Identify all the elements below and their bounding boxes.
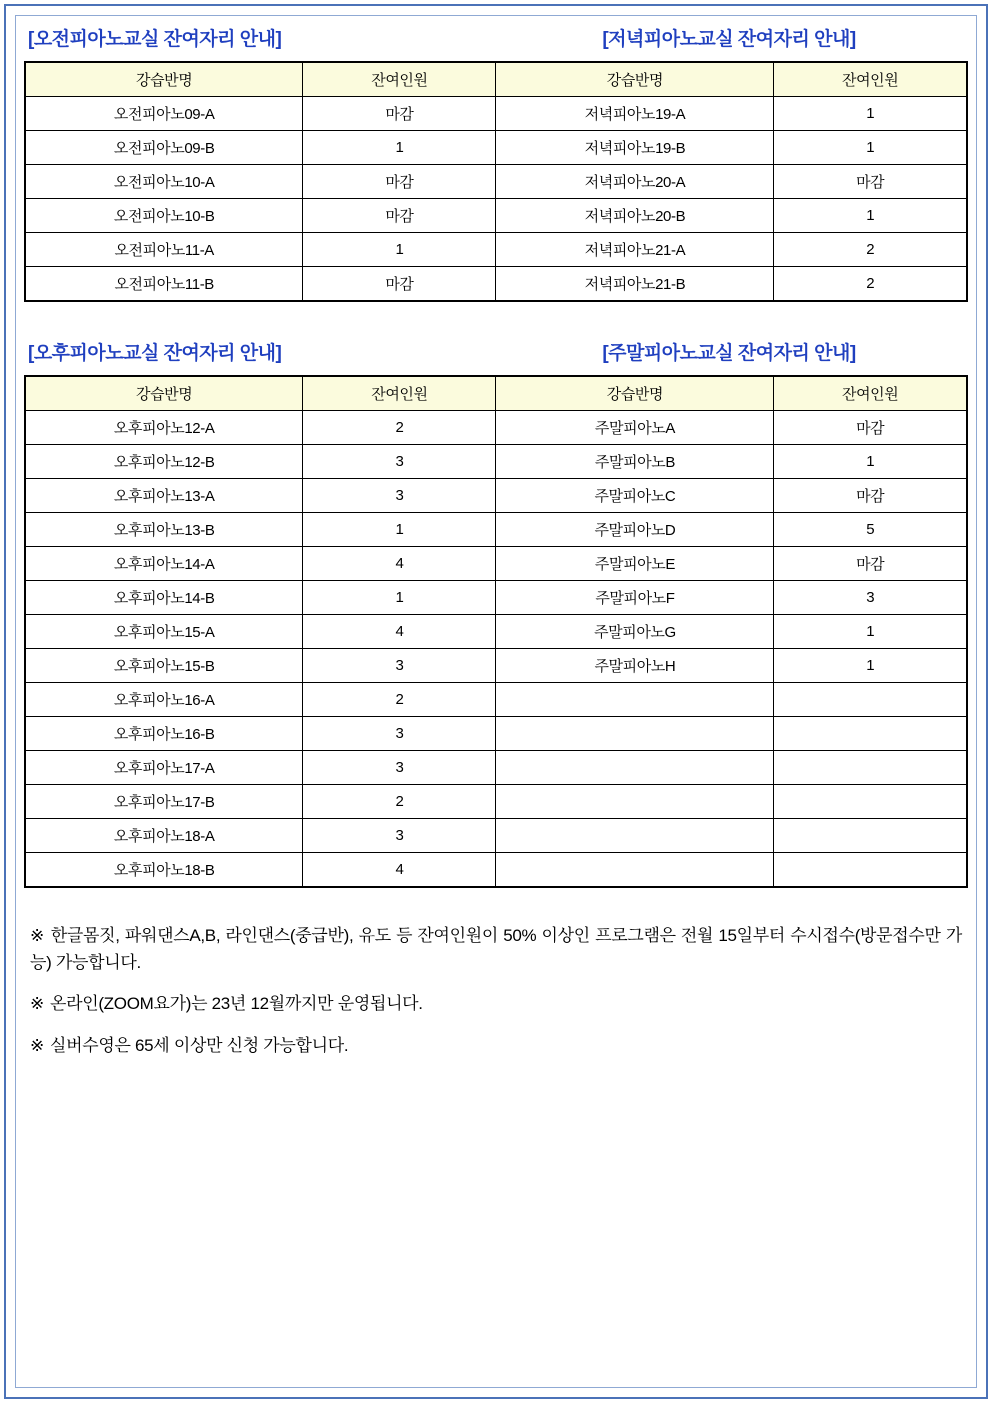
section-title-row: [24, 338, 968, 365]
cell-class-name: 오후피아노17-A: [25, 751, 303, 785]
cell-class-name: 오후피아노14-A: [25, 547, 303, 581]
cell-empty: [774, 853, 967, 888]
note-item: [30, 922, 962, 976]
cell-remaining: 3: [303, 445, 496, 479]
table-morning-evening: [24, 61, 968, 302]
cell-class-name: 오전피아노11-A: [25, 233, 303, 267]
section-title-row: [24, 24, 968, 51]
cell-remaining: 5: [774, 513, 967, 547]
cell-class-name: 오후피아노16-A: [25, 683, 303, 717]
column-header-remaining-morning: 잔여인원: [303, 62, 496, 97]
cell-remaining: 마감: [303, 267, 496, 302]
column-header-remaining-evening: 잔여인원: [774, 62, 967, 97]
table-afternoon-weekend: [24, 375, 968, 888]
cell-remaining: 마감: [774, 479, 967, 513]
cell-remaining: 3: [303, 819, 496, 853]
cell-remaining: 1: [303, 513, 496, 547]
table-row: [25, 547, 967, 581]
cell-class-name: 저녁피아노19-B: [496, 131, 774, 165]
cell-empty: [496, 751, 774, 785]
cell-class-name: 오후피아노15-B: [25, 649, 303, 683]
cell-remaining: 마감: [774, 411, 967, 445]
cell-remaining: 1: [774, 97, 967, 131]
note-mark-icon: ※: [30, 994, 44, 1014]
table-row: [25, 649, 967, 683]
table-header-row: [25, 376, 967, 411]
cell-remaining: 1: [774, 649, 967, 683]
cell-empty: [774, 751, 967, 785]
cell-remaining: 3: [303, 479, 496, 513]
cell-remaining: 2: [303, 785, 496, 819]
table-row: [25, 751, 967, 785]
cell-remaining: 1: [774, 131, 967, 165]
cell-remaining: 1: [774, 445, 967, 479]
cell-class-name: 주말피아노A: [496, 411, 774, 445]
section-title-morning: [오전피아노교실 잔여자리 안내]: [28, 29, 282, 50]
cell-remaining: 4: [303, 547, 496, 581]
section-spacer: [24, 302, 968, 338]
column-header-class-name-evening: 강습반명: [496, 62, 774, 97]
table-header-row: [25, 62, 967, 97]
cell-remaining: 2: [774, 233, 967, 267]
cell-remaining: 1: [774, 199, 967, 233]
cell-remaining: 2: [774, 267, 967, 302]
cell-remaining: 1: [303, 233, 496, 267]
cell-remaining: 1: [303, 131, 496, 165]
cell-class-name: 오후피아노13-B: [25, 513, 303, 547]
cell-class-name: 저녁피아노19-A: [496, 97, 774, 131]
cell-class-name: 오후피아노16-B: [25, 717, 303, 751]
cell-remaining: 1: [774, 615, 967, 649]
cell-class-name: 주말피아노G: [496, 615, 774, 649]
cell-class-name: 주말피아노B: [496, 445, 774, 479]
table-row: [25, 165, 967, 199]
cell-remaining: 3: [303, 751, 496, 785]
column-header-class-name-weekend: 강습반명: [496, 376, 774, 411]
cell-class-name: 저녁피아노21-B: [496, 267, 774, 302]
table-row: [25, 581, 967, 615]
cell-empty: [496, 717, 774, 751]
cell-remaining: 4: [303, 853, 496, 888]
table-row: [25, 513, 967, 547]
cell-class-name: 오후피아노15-A: [25, 615, 303, 649]
column-header-remaining-afternoon: 잔여인원: [303, 376, 496, 411]
note-text: 실버수영은 65세 이상만 신청 가능합니다.: [49, 1035, 349, 1055]
cell-remaining: 3: [774, 581, 967, 615]
column-header-class-name-afternoon: 강습반명: [25, 376, 303, 411]
column-header-remaining-weekend: 잔여인원: [774, 376, 967, 411]
table-row: [25, 233, 967, 267]
document-content: [24, 24, 968, 1073]
cell-empty: [496, 853, 774, 888]
note-item: [30, 990, 962, 1017]
cell-class-name: 주말피아노F: [496, 581, 774, 615]
cell-remaining: 1: [303, 581, 496, 615]
cell-class-name: 주말피아노H: [496, 649, 774, 683]
cell-class-name: 저녁피아노20-A: [496, 165, 774, 199]
cell-class-name: 오후피아노12-B: [25, 445, 303, 479]
table-row: [25, 131, 967, 165]
section-afternoon-weekend: [24, 338, 968, 888]
table-row: [25, 785, 967, 819]
cell-empty: [496, 683, 774, 717]
cell-remaining: 마감: [303, 97, 496, 131]
cell-empty: [496, 819, 774, 853]
note-mark-icon: ※: [30, 1035, 44, 1055]
cell-empty: [496, 785, 774, 819]
cell-class-name: 오전피아노10-A: [25, 165, 303, 199]
cell-class-name: 오후피아노13-A: [25, 479, 303, 513]
cell-class-name: 주말피아노D: [496, 513, 774, 547]
table-row: [25, 97, 967, 131]
cell-empty: [774, 785, 967, 819]
section-title-evening: [저녁피아노교실 잔여자리 안내]: [602, 29, 856, 50]
cell-remaining: 2: [303, 411, 496, 445]
cell-remaining: 마감: [303, 165, 496, 199]
table-row: [25, 199, 967, 233]
cell-remaining: 3: [303, 717, 496, 751]
table-row: [25, 717, 967, 751]
cell-class-name: 오전피아노10-B: [25, 199, 303, 233]
cell-class-name: 오후피아노18-A: [25, 819, 303, 853]
table-row: [25, 853, 967, 888]
table-row: [25, 267, 967, 302]
cell-class-name: 오전피아노09-B: [25, 131, 303, 165]
cell-empty: [774, 717, 967, 751]
cell-remaining: 마감: [774, 547, 967, 581]
note-text: 온라인(ZOOM요가)는 23년 12월까지만 운영됩니다.: [49, 994, 423, 1014]
cell-class-name: 오후피아노18-B: [25, 853, 303, 888]
note-item: [30, 1032, 962, 1059]
notes-section: [24, 922, 968, 1059]
cell-class-name: 저녁피아노20-B: [496, 199, 774, 233]
section-title-afternoon: [오후피아노교실 잔여자리 안내]: [28, 343, 282, 364]
table-row: [25, 411, 967, 445]
cell-class-name: 저녁피아노21-A: [496, 233, 774, 267]
section-title-weekend: [주말피아노교실 잔여자리 안내]: [602, 343, 856, 364]
cell-class-name: 오후피아노12-A: [25, 411, 303, 445]
table-row: [25, 819, 967, 853]
cell-class-name: 주말피아노C: [496, 479, 774, 513]
cell-empty: [774, 683, 967, 717]
section-morning-evening: [24, 24, 968, 302]
cell-empty: [774, 819, 967, 853]
cell-class-name: 오후피아노14-B: [25, 581, 303, 615]
cell-class-name: 오전피아노09-A: [25, 97, 303, 131]
cell-remaining: 4: [303, 615, 496, 649]
cell-remaining: 마감: [303, 199, 496, 233]
cell-class-name: 오후피아노17-B: [25, 785, 303, 819]
cell-remaining: 마감: [774, 165, 967, 199]
table-row: [25, 683, 967, 717]
table-row: [25, 445, 967, 479]
note-mark-icon: ※: [30, 926, 45, 945]
cell-remaining: 2: [303, 683, 496, 717]
cell-class-name: 주말피아노E: [496, 547, 774, 581]
column-header-class-name-morning: 강습반명: [25, 62, 303, 97]
table-row: [25, 615, 967, 649]
cell-remaining: 3: [303, 649, 496, 683]
table-row: [25, 479, 967, 513]
note-text: 한글몸짓, 파워댄스A,B, 라인댄스(중급반), 유도 등 잔여인원이 50% 이상인 프로그램은 전월 15일부터 수시접수(방문접수만 가능) 가능합니다.: [30, 926, 962, 973]
cell-class-name: 오전피아노11-B: [25, 267, 303, 302]
